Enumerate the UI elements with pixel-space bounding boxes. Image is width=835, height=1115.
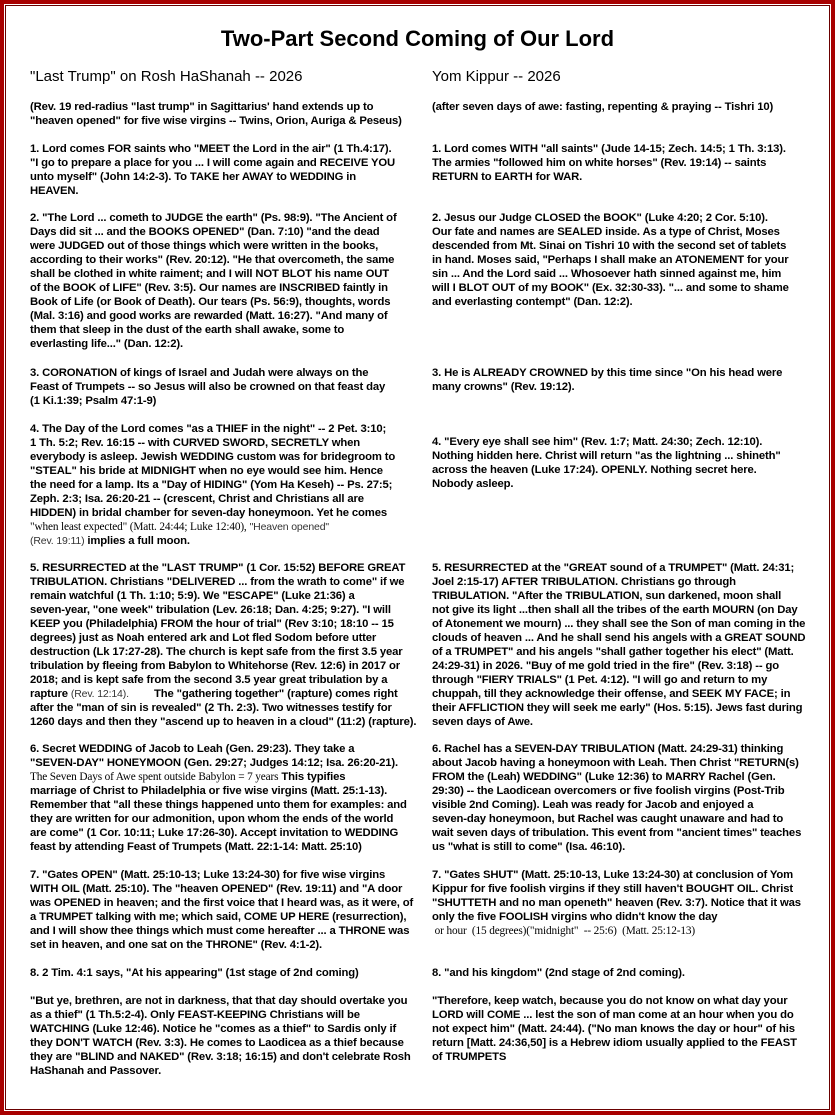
left-point-4: 4. The Day of the Lord comes "as a THIEF in the night" -- 2 Pet. 3:10; 1 Th. 5:2; Rev. 16:15 -- with CURVED SWORD, SECRETLY when everybody is asleep. Jewish WEDDING custom was for bridegroom to "STEAL" his bride at MIDNIGHT when no eye would see him. Hence the need for a lamp. Its a "Day of HIDING" (Yom Ha Keseh) -- Ps. 27:5; Zeph. 2:3; Isa. 26:20-21 -- (crescent, Christ and Christians all are HIDDEN) in bridal chamber for seven-day honeymoon. Yet he comes <box>30 423 396 519</box>
left-point-6-end: marriage of Christ to Philadelphia or five wise virgins (Matt. 25:1-13). Remember that "all these things happened unto them for examples: and they are written for our admonition, upon whom the ends of the world are come" (1 Cor. 10:11; Luke 17:26-30). Accept invitation to WEDDING feast by attending Feast of Trumpets (Matt. 22:1-14: Matt. 25:10) <box>30 785 407 853</box>
right-point-1: 1. Lord comes WITH "all saints" (Jude 14-15; Zech. 14:5; 1 Th. 3:13). The armies "followed him on white horses" (Rev. 19:14) -- saints RETURN to EARTH for WAR. <box>432 143 786 183</box>
left-point-7: 7. "Gates OPEN" (Matt. 25:10-13; Luke 13:24-30) for five wise virgins WITH OIL (Matt. 25:10). The "heaven OPENED" (Rev. 19:11) and "A door was OPENED in heaven; and the first voice that I heard was, as it were, of a TRUMPET talking with me; which said, COME UP HERE (resurrection), and I will show thee things which must come hereafter ... a THRONE was set in heaven, and one sat on the THRONE" (Rev. 4:1-2). <box>30 869 414 951</box>
left-point-9: "But ye, brethren, are not in darkness, that that day should overtake you as a thief" (1 Th.5:2-4). Only FEAST-KEEPING Christians will be WATCHING (Luke 12:46). Notice he "comes as a thief" to Sardis only if they DON'T WATCH (Rev. 3:3). He comes to Laodicea as a thief because they are "BLIND and NAKED" (Rev. 3:18; 16:15) and don't celebrate Rosh HaShanah and Passover. <box>30 995 411 1077</box>
right-point-9: "Therefore, keep watch, because you do not know on what day your LORD will COME ... lest the son of man come at an hour when you do not expect him" (Matt. 24:44). ("No man knows the day or hour" of his return [Matt. 24:36,50] is a Hebrew idiom usually applied to the FEAST of TRUMPETS <box>432 995 797 1063</box>
left-point-2: 2. "The Lord ... cometh to JUDGE the earth" (Ps. 98:9). "The Ancient of Days did sit ... and the BOOKS OPENED" (Dan. 7:10) "and the dead were JUDGED out of those things which were written in the books, according to their works" (Rev. 20:12). "He that overcometh, the same shall be clothed in white raiment; and I will NOT BLOT his name OUT of the BOOK of LIFE" (Rev. 3:5). Our names are INSCRIBED faintly in Book of Life (or Book of Death). Our tears (Ps. 56:9), thoughts, words (Mal. 3:16) and good works are rewarded (Matt. 16:27). "And many of them that sleep in the dust of the earth shall awake, some to everlasting life..." (Dan. 12:2). <box>30 212 397 350</box>
left-point-1: 1. Lord comes FOR saints who "MEET the Lord in the air" (1 Th.4:17). "I go to prepare a place for you ... I will come again and RECEIVE YOU unto myself" (John 14:2-3). To TAKE her AWAY to WEDDING in HEAVEN. <box>30 143 396 197</box>
left-column-heading: "Last Trump" on Rosh HaShanah -- 2026 <box>30 68 303 85</box>
left-point-6-start: 6. Secret WEDDING of Jacob to Leah (Gen. 29:23). They take a "SEVEN-DAY" HONEYMOON (Gen. 29:27; Judges 14:12; Isa. 26:20-21). <box>30 743 398 769</box>
left-point-4-end <box>30 534 420 548</box>
right-point-5: 5. RESURRECTED at the "GREAT sound of a TRUMPET" (Matt. 24:31; Joel 2:15-17) AFTER TRIBULATION. Christians go through TRIBULATION. "After the TRIBULATION, sun darkened, moon shall not give its light ...then shall all the tribes of the earth MOURN (on Day of Atonement we mourn) ... they shall see the Son of man coming in the clouds of heaven ... And he shall send his angels with a GREAT SOUND of a TRUMPET" and his angels "shall gather together his elect" (Matt. 24:29-31) in 2026. "Buy of me gold tried in the fire" (Rev. 3:18) -- go through "FIERY TRIALS" (1 Pet. 4:12). "I will go and return to my chuppah, till they acknowledge their offense, and SEEK MY FACE; in their AFFLICTION they will seek me early" (Hos. 5:15). Jews fast during seven days of Awe. <box>432 562 806 728</box>
left-point-5: 5. RESURRECTED at the "LAST TRUMP" (1 Cor. 15:52) BEFORE GREAT TRIBULATION. Christians "DELIVERED ... from the wrath to come" if we remain watchful (1 Th. 1:10; 5:9). We "ESCAPE" (Luke 21:36) a seven-year, "one week" tribulation (Lev. 26:18; Dan. 4:25; 9:27). "I will KEEP you (Philadelphia) FROM the hour of trial" (Rev 3:10; 18:10 -- 15 degrees) just as Noah entered ark and Lot fled Sodom before utter destruction (Lk 17:27-28). The church is kept safe from the first 3.5 year tribulation by fleeing from Babylon to Whitehorse (Rev. 12:6) in 2017 or 2018; and is kept safe from the second 3.5 year great tribulation by a <box>30 562 406 686</box>
right-point-6: 6. Rachel has a SEVEN-DAY TRIBULATION (Matt. 24:29-31) thinking about Jacob having a honeymoon with Leah. Then Christ "RETURN(s) FROM the (Leah) WEDDING" (Luke 12:36) to MARRY Rachel (Gen. 29:30) -- the Laodicean overcomers or five foolish virgins (Post-Trib visible 2nd Coming). Leah was ready for Jacob and enjoyed a seven-day honeymoon, but Rachel was caught unaware and had to wait seven days of tribulation. This event from "ancient times" teaches us "what is still to come" (Isa. 46:10). <box>432 743 802 853</box>
left-point-5-end: The "gathering together" (rapture) comes right after the "man of sin is revealed" (2 Th. 2:3). Two witnesses testify for 1260 days and then they "ascend up to heaven in a cloud" (11:2) (rapture). <box>30 688 417 728</box>
right-point-7-end: or hour (15 degrees)("midnight" -- 25:6) (Matt. 25:12-13) <box>432 925 695 937</box>
left-point-6-awe-line <box>30 770 420 784</box>
right-point-3: 3. He is ALREADY CROWNED by this time since "On his head were many crowns" (Rev. 19:12). <box>432 367 783 393</box>
right-point-4: 4. "Every eye shall see him" (Rev. 1:7; Matt. 24:30; Zech. 12:10). Nothing hidden here. Christ will return "as the lightning ... shineth" across the heaven (Luke 17:24). OPENLY. Nothing secret here. Nobody asleep. <box>432 436 781 490</box>
right-intro: (after seven days of awe: fasting, repenting & praying -- Tishri 10) <box>432 101 774 113</box>
left-point-4-tail <box>30 520 420 534</box>
page-title: Two-Part Second Coming of Our Lord <box>220 26 615 51</box>
full-moon-text: implies a full moon. <box>87 535 190 547</box>
rev-reference-note: (Rev. 19:11) <box>30 535 85 547</box>
left-intro: (Rev. 19 red-radius "last trump" in Sagittarius' hand extends up to "heaven opened" for five wise virgins -- Twins, Orion, Auriga & Peseus) <box>30 101 402 127</box>
right-column-heading: Yom Kippur -- 2026 <box>432 68 561 85</box>
left-point-3: 3. CORONATION of kings of Israel and Judah were always on the Feast of Trumpets -- so Jesus will also be crowned on that feast day (1 Ki.1:39; Psalm 47:1-9) <box>30 367 386 407</box>
right-point-7: 7. "Gates SHUT" (Matt. 25:10-13, Luke 13:24-30) at conclusion of Yom Kippur for five foolish virgins if they still haven't BOUGHT OIL. Christ "SHUTTETH and no man openeth" heaven (Rev. 3:7). Notice that it was only the five FOOLISH virgins who didn't know the day <box>432 869 801 923</box>
rapture-reference: (Rev. 12:14). <box>70 688 129 700</box>
least-expected-text: "when least expected" (Matt. 24:44; Luke 12:40), <box>30 521 247 533</box>
rapture-word: rapture <box>30 688 68 700</box>
typifies-text: This typifies <box>281 771 346 783</box>
seven-days-awe-text: The Seven Days of Awe spent outside Babylon = 7 years <box>30 771 279 783</box>
right-point-8: 8. "and his kingdom" (2nd stage of 2nd coming). <box>432 967 685 979</box>
right-point-2: 2. Jesus our Judge CLOSED the BOOK" (Luke 4:20; 2 Cor. 5:10). Our fate and names are SEALED inside. As a type of Christ, Moses descended from Mt. Sinai on Tishri 10 with the second set of tablets in hand. Moses said, "Perhaps I shall make an ATONEMENT for your sin ... And the Lord said ... Whosoever hath sinned against me, him will I BLOT OUT of my BOOK" (Ex. 32:30-33). "... and some to shame and everlasting contempt" (Dan. 12:2). <box>432 212 789 308</box>
left-point-8: 8. 2 Tim. 4:1 says, "At his appearing" (1st stage of 2nd coming) <box>30 967 359 979</box>
heaven-opened-note: "Heaven opened" <box>249 521 329 533</box>
